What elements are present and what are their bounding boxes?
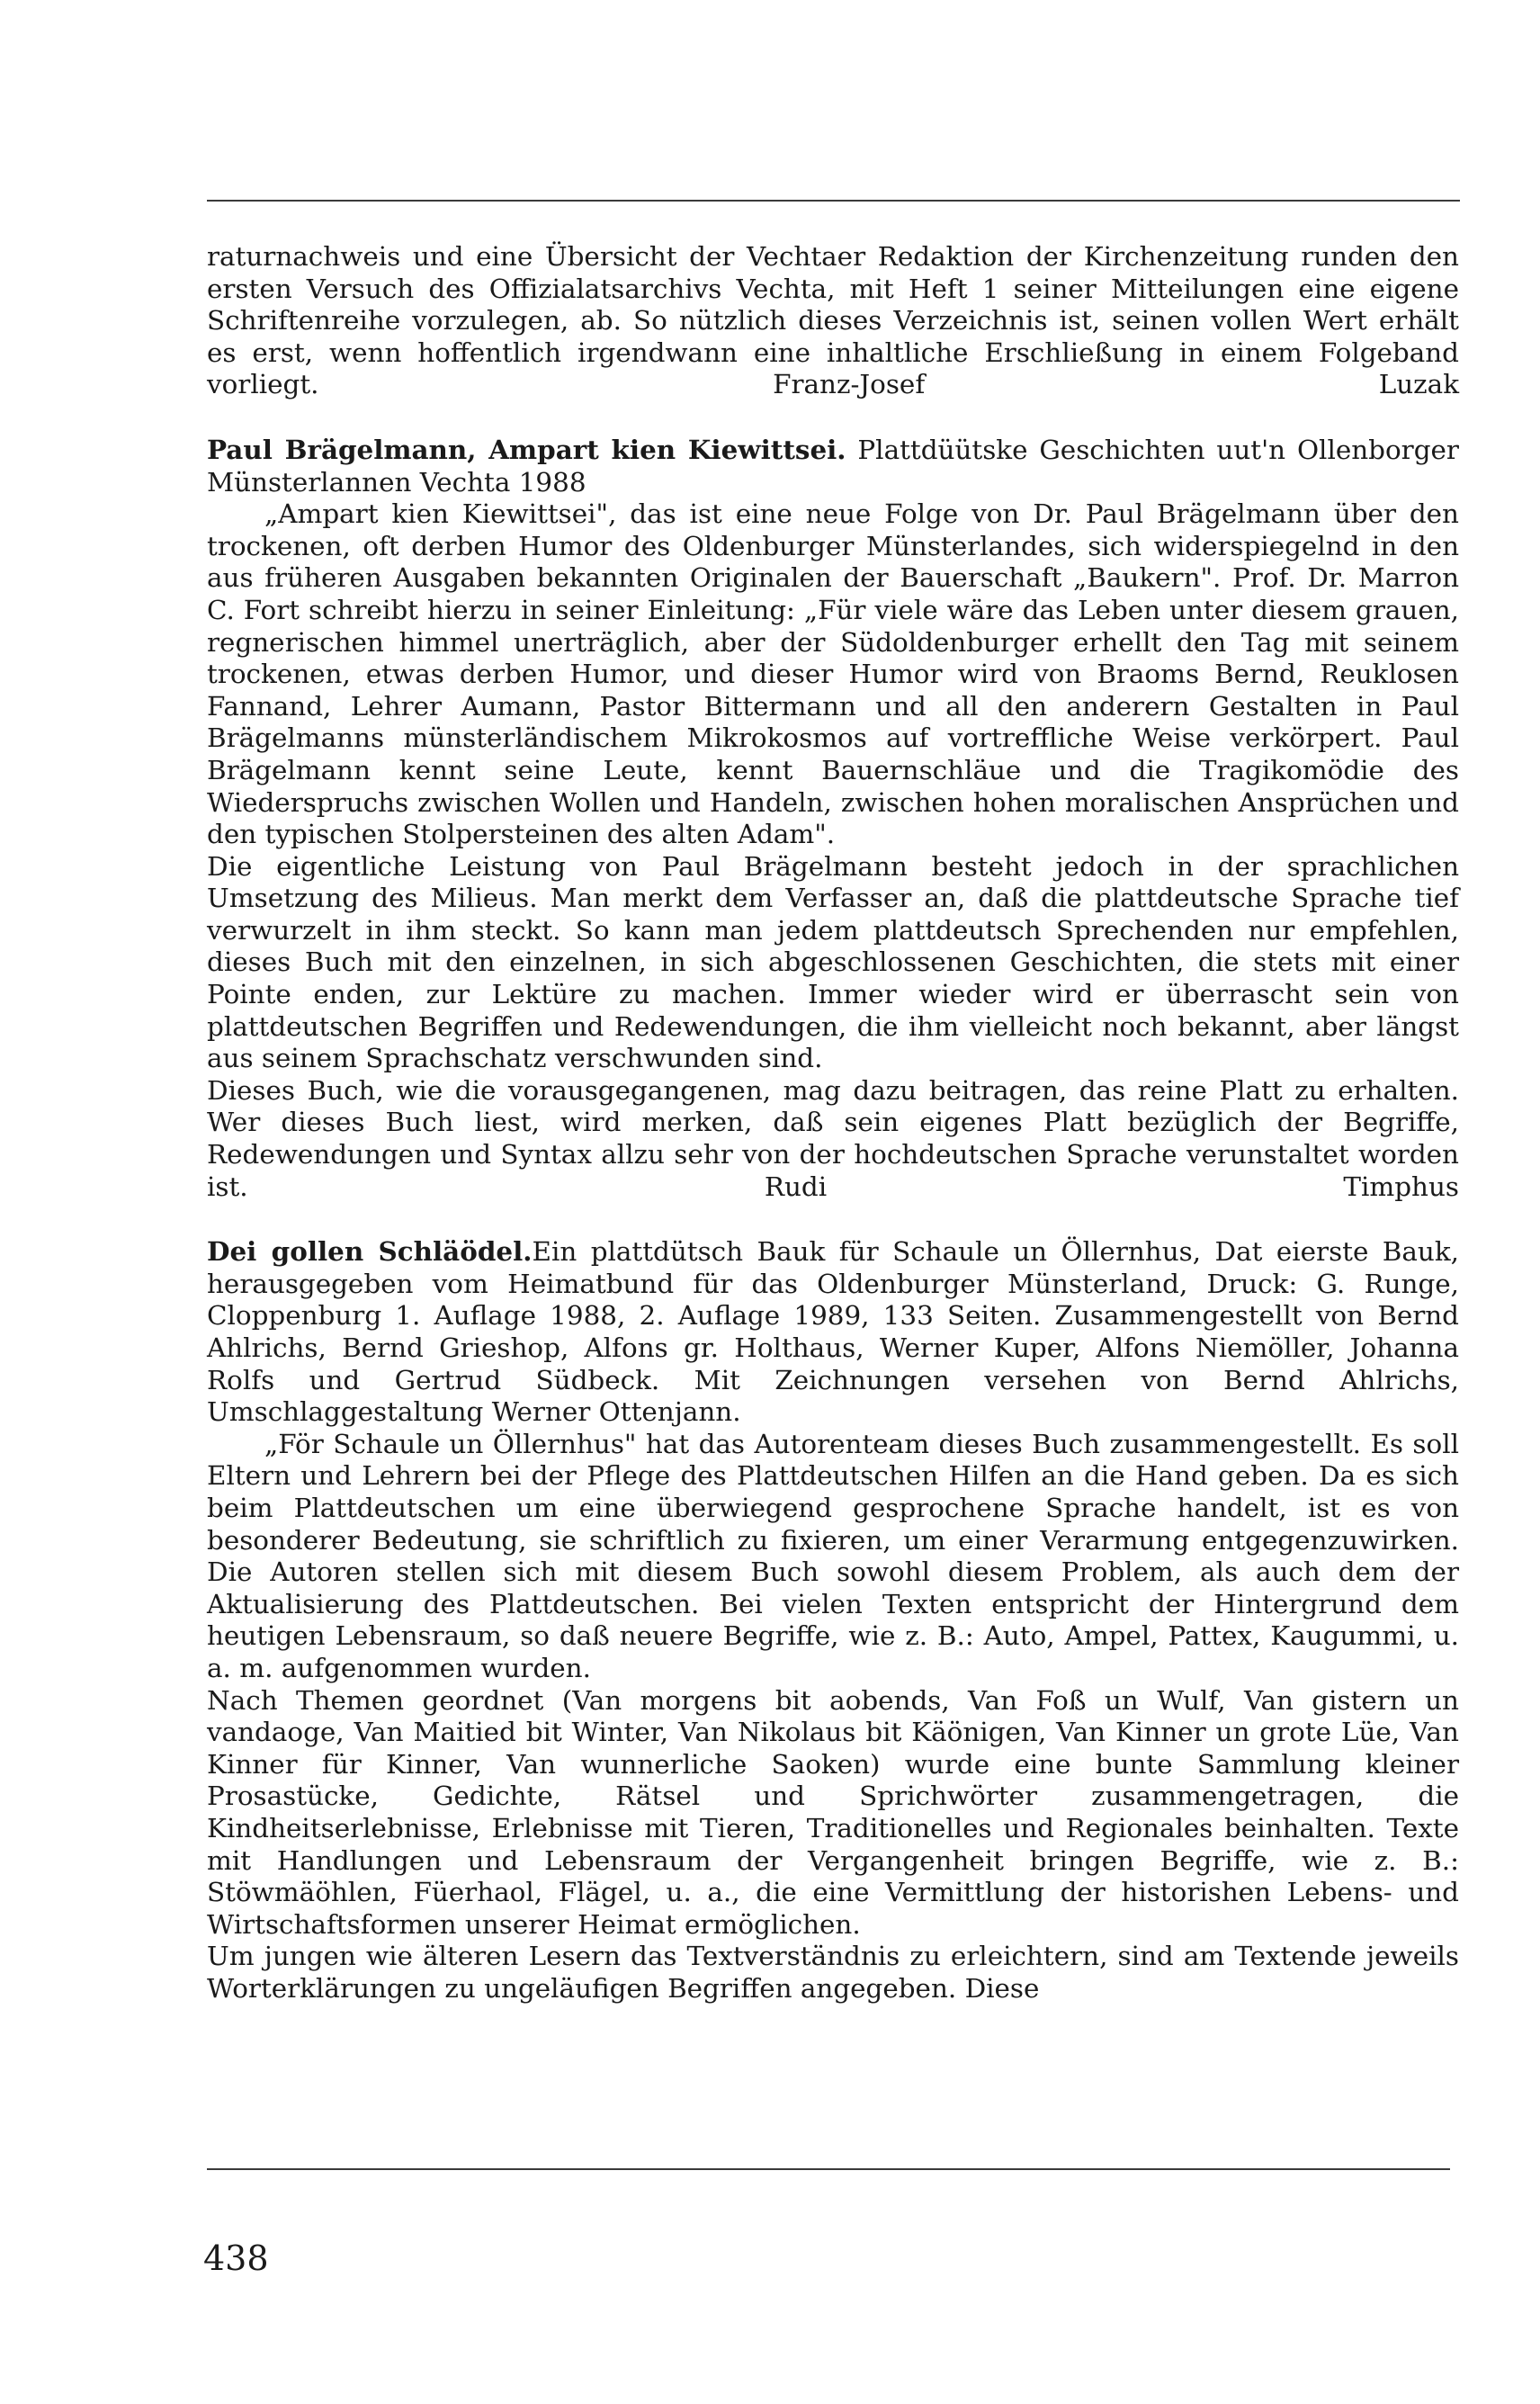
- paragraph: Nach Themen geordnet (Van morgens bit aobends, Van Foß un Wulf, Van gistern un vandaoge, Van Maitied bit Winter, Van Nikolaus bit Käönigen, Van Kinner un grote Lüe, Van Kinner für Kinner, Van wunnerliche Saoken) wurde eine bunte Sammlung kleiner Prosastücke, Gedichte, Rätsel und Sprichwörter zusammengetragen, die Kindheitserlebnisse, Erlebnisse mit Tieren, Traditionelles und Regionales beinhalten. Texte mit Handlungen und Lebensraum der Vergangenheit bringen Begriffe, wie z. B.: Stöwmäöhlen, Füerhaol, Flägel, u. a., die eine Vermittlung der historishen Lebens- und Wirtschaftsformen unserer Heimat ermöglichen.: [207, 1684, 1459, 1940]
- paragraph: „Ampart kien Kiewittsei", das ist eine neue Folge von Dr. Paul Brägelmann über den trockenen, oft derben Humor des Oldenburger Münsterlandes, sich widerspiegelnd in den aus früheren Ausgaben bekannten Originalen der Bauerschaft „Baukern". Prof. Dr. Marron C. Fort schreibt hierzu in seiner Einleitung: „Für viele wäre das Leben unter diesem grauen, regnerischen himmel unerträglich, aber der Südoldenburger erhellt den Tag mit seinem trockenen, etwas derben Humor, und dieser Humor wird von Braoms Bernd, Reuklosen Fannand, Lehrer Aumann, Pastor Bittermann und all den anderern Gestalten in Paul Brägelmanns münsterländischem Mikrokosmos auf vortreffliche Weise verkörpert. Paul Brägelmann kennt seine Leute, kennt Bauernschläue und die Tragikomödie des Wiederspruchs zwischen Wollen und Handeln, zwischen hohen moralischen Ansprüchen und den typischen Stolpersteinen des alten Adam".: [207, 498, 1459, 850]
- entry-heading: [207, 434, 1459, 498]
- paragraph: [207, 1075, 1459, 1203]
- page-number: 438: [203, 2238, 269, 2278]
- paragraph-text: Dieses Buch, wie die vorausgegangenen, mag dazu beitragen, das reine Platt zu erhalten. Wer dieses Buch liest, wird merken, daß sein eigenes Platt bezüglich der Begriffe, Redewendungen und Syntax allzu sehr von der hochdeutschen Sprache verunstaltet worden ist.: [207, 1074, 1459, 1202]
- review-entry-ampart: [207, 434, 1459, 1203]
- review-entry-schlaeoedel: [207, 1235, 1459, 2005]
- review-entry-continuation: [207, 241, 1459, 401]
- bottom-rule: [207, 2168, 1450, 2170]
- top-rule: [207, 200, 1460, 202]
- article-body: [207, 241, 1459, 2005]
- entry-subtitle: Ein plattdütsch Bauk für Schaule un Öllernhus, Dat eierste Bauk, herausgegeben vom Heimatbund für das Oldenburger Münsterland, Druck: G. Runge, Cloppenburg 1. Auflage 1988, 2. Auflage 1989, 133 Seiten. Zusammengestellt von Bernd Ahlrichs, Bernd Grieshop, Alfons gr. Holthaus, Werner Kuper, Alfons Niemöller, Johanna Rolfs und Gertrud Südbeck. Mit Zeichnungen versehen von Bernd Ahlrichs, Umschlaggestaltung Werner Ottenjann.: [207, 1236, 1459, 1428]
- paragraph: [207, 241, 1459, 401]
- paragraph: Die eigentliche Leistung von Paul Brägelmann besteht jedoch in der sprachlichen Umsetzung des Milieus. Man merkt dem Verfasser an, daß die plattdeutsche Sprache tief verwurzelt in ihm steckt. So kann man jedem plattdeutsch Sprechenden nur empfehlen, dieses Buch mit den einzelnen, in sich abgeschlossenen Geschichten, die stets mit einer Pointe enden, zur Lektüre zu machen. Immer wieder wird er überrascht sein von plattdeutschen Begriffen und Redewendungen, die ihm vielleicht noch bekannt, aber längst aus seinem Sprachschatz verschwunden sind.: [207, 850, 1459, 1074]
- review-signature: Franz-Josef Luzak: [773, 369, 1460, 400]
- paragraph: Um jungen wie älteren Lesern das Textverständnis zu erleichtern, sind am Textende jeweils Worterklärungen zu ungeläufigen Begriffen angegeben. Diese: [207, 1941, 1459, 2004]
- review-signature: Rudi Timphus: [764, 1171, 1459, 1202]
- entry-title: Dei gollen Schläödel.: [207, 1235, 533, 1268]
- paragraph-text: raturnachweis und eine Übersicht der Vechtaer Redaktion der Kirchenzeitung runden den ersten Versuch des Offizialatsarchivs Vechta, mit Heft 1 seiner Mitteilungen eine eigene Schriftenreihe vorzulegen, ab. So nützlich dieses Verzeichnis ist, seinen vollen Wert erhält es erst, wenn hoffentlich irgendwann eine inhaltliche Erschließung in einem Folgeband vorliegt.: [207, 241, 1459, 400]
- paragraph: „För Schaule un Öllernhus" hat das Autorenteam dieses Buch zusammengestellt. Es soll Eltern und Lehrern bei der Pflege des Plattdeutschen Hilfen an die Hand geben. Da es sich beim Plattdeutschen um eine überwiegend gesprochene Sprache handelt, ist es von besonderer Bedeutung, sie schriftlich zu fixieren, um einer Verarmung entgegenzuwirken. Die Autoren stellen sich mit diesem Buch sowohl diesem Problem, als auch dem der Aktualisierung des Plattdeutschen. Bei vielen Texten entspricht der Hintergrund dem heutigen Lebensraum, so daß neuere Begriffe, wie z. B.: Auto, Ampel, Pattex, Kaugummi, u. a. m. aufgenommen wurden.: [207, 1428, 1459, 1683]
- entry-subtitle: Plattdüütske Geschichten uut'n Ollenborger Münsterlannen Vechta 1988: [207, 434, 1459, 498]
- entry-title: Paul Brägelmann, Ampart kien Kiewittsei.: [207, 433, 846, 465]
- entry-heading: [207, 1235, 1459, 1429]
